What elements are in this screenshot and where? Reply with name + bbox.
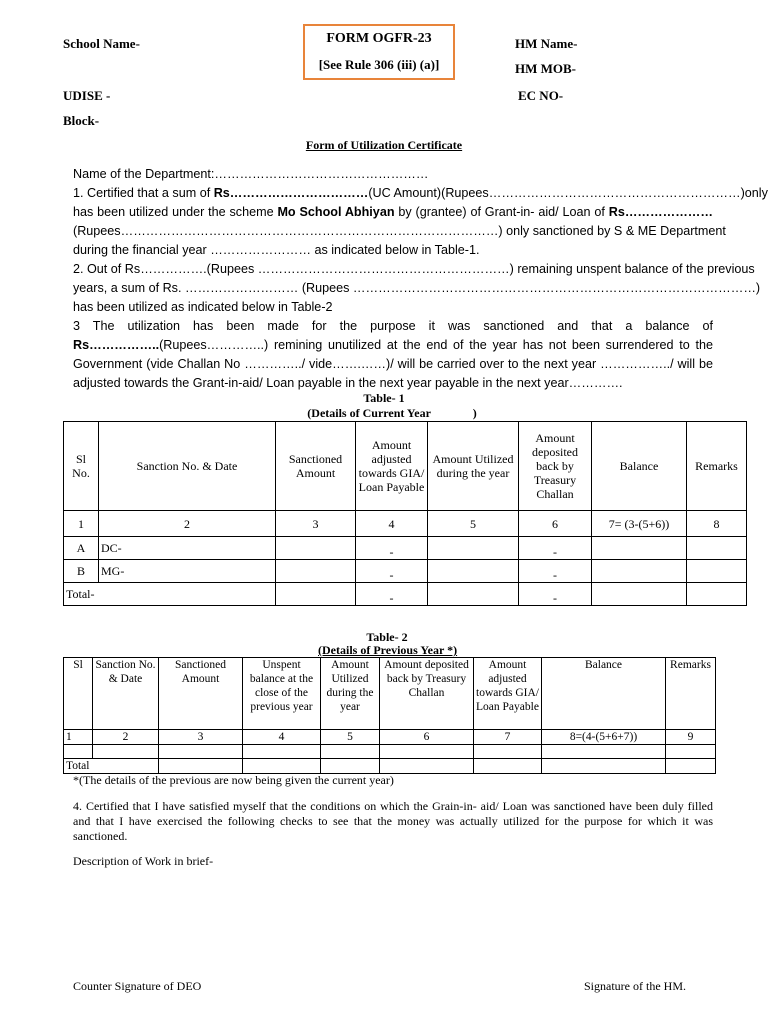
table-header-cell: Amount adjusted towards GIA/ Loan Payable (356, 422, 428, 511)
table-cell: 2 (93, 730, 159, 745)
table2-footnote: *(The details of the previous are now being given the current year) (73, 773, 394, 787)
table-cell[interactable] (93, 745, 159, 759)
table-cell: 7 (474, 730, 542, 745)
para3-line4: adjusted towards the Grant-in-aid/ Loan payable in the next year payable in the next year…………. (73, 376, 623, 390)
table-cell: 7= (3-(5+6)) (592, 511, 687, 537)
table-cell: A (64, 537, 99, 560)
para2-line3: has been utilized as indicated below in Table-2 (73, 300, 333, 314)
table-cell: B (64, 560, 99, 583)
table-header-cell: Unspent balance at the close of the previous year (243, 658, 321, 730)
table-cell[interactable] (592, 537, 687, 560)
table2-subtitle: (Details of Previous Year *) (318, 643, 458, 657)
table-number-row (64, 511, 747, 537)
table-cell[interactable] (276, 537, 356, 560)
table-cell[interactable] (428, 583, 519, 606)
table-cell[interactable]: - (356, 560, 428, 583)
table-cell[interactable]: - (519, 583, 592, 606)
table-cell[interactable] (243, 745, 321, 759)
table-cell: 3 (159, 730, 243, 745)
table-cell[interactable] (666, 745, 716, 759)
table-total-label: Total- (64, 583, 276, 606)
table-cell[interactable] (687, 537, 747, 560)
table-cell[interactable] (159, 745, 243, 759)
table-header-cell: Balance (592, 422, 687, 511)
table-row (64, 560, 747, 583)
table-cell: 2 (99, 511, 276, 537)
table-cell[interactable] (592, 583, 687, 606)
udise-label: UDISE - (63, 88, 111, 103)
table-cell[interactable] (321, 745, 380, 759)
hm-name-label: HM Name- (515, 36, 578, 51)
certificate-body (73, 165, 768, 393)
table-cell: 8 (687, 511, 747, 537)
para2-line2: years, a sum of Rs. ……………………… (Rupees ……………………………………………………………………………………) (73, 281, 761, 295)
table-total-row (64, 583, 747, 606)
para3-line1: 3 The utilization has been made for the purpose it was sanctioned and that a balance of (73, 319, 713, 333)
table-row (64, 537, 747, 560)
table-total-row (64, 759, 716, 774)
description-label: Description of Work in brief- (73, 854, 214, 868)
table-header-row (64, 422, 747, 511)
table-cell[interactable] (542, 759, 666, 774)
table-cell: DC- (99, 537, 276, 560)
table-header-cell: Amount deposited back by Treasury Challan (519, 422, 592, 511)
table-cell: 6 (380, 730, 474, 745)
table-cell[interactable] (687, 560, 747, 583)
previous-year-table (63, 657, 716, 774)
hm-signature-label: Signature of the HM. (584, 979, 686, 993)
table-cell[interactable]: - (519, 560, 592, 583)
table-header-cell: Amount adjusted towards GIA/ Loan Payable (474, 658, 542, 730)
table-header-cell: Remarks (666, 658, 716, 730)
block-label: Block- (63, 113, 100, 128)
page-title: Form of Utilization Certificate (305, 138, 463, 152)
current-year-table (63, 421, 747, 606)
table-cell[interactable] (592, 560, 687, 583)
table-cell: 1 (64, 511, 99, 537)
table-header-cell: Sl No. (64, 422, 99, 511)
para1-line4: during the financial year …………………… as indicated below in Table-1. (73, 243, 480, 257)
department-line: Name of the Department:…………………………………………… (73, 167, 429, 181)
table-cell[interactable] (474, 745, 542, 759)
table1-title: Table- 1 (363, 391, 405, 405)
para1-line1: 1. Certified that a sum of Rs……………………………(UC Amount)(Rupees……………………………………………………)only (73, 186, 768, 200)
para1-line3: (Rupees………………………………………………………………………………) only sanctioned by S & ME Department (73, 224, 726, 238)
school-name-label: School Name- (63, 36, 140, 51)
table-cell: 5 (321, 730, 380, 745)
para3-line2: Rs……………..(Rupees…………..) remining unutilized at the end of the year has not been surrendered to the (73, 338, 713, 352)
table-header-cell: Sanctioned Amount (159, 658, 243, 730)
table-number-row (64, 730, 716, 745)
table-cell[interactable] (243, 759, 321, 774)
form-number: FORM OGFR-23 (326, 31, 432, 46)
hm-mob-label: HM MOB- (515, 61, 577, 76)
table-cell: 9 (666, 730, 716, 745)
form-rule: [See Rule 306 (iii) (a)] (318, 57, 440, 72)
table-cell[interactable]: - (356, 537, 428, 560)
table-cell[interactable] (276, 560, 356, 583)
table-header-cell: Amount deposited back by Treasury Challan (380, 658, 474, 730)
table-header-cell: Balance (542, 658, 666, 730)
table-header-cell: Sl (64, 658, 93, 730)
table-header-cell: Amount Utilized during the year (321, 658, 380, 730)
table-header-cell: Amount Utilized during the year (428, 422, 519, 511)
table-cell: 6 (519, 511, 592, 537)
table-cell[interactable] (428, 537, 519, 560)
table-cell: 1 (64, 730, 93, 745)
table-cell[interactable]: - (519, 537, 592, 560)
table-cell[interactable] (687, 583, 747, 606)
ec-no-label: EC NO- (518, 88, 564, 103)
table-cell[interactable] (380, 745, 474, 759)
table-cell: 4 (243, 730, 321, 745)
table-cell[interactable] (321, 759, 380, 774)
para1-line2: has been utilized under the scheme Mo School Abhiyan by (grantee) of Grant-in- aid/ Loan of Rs………………… (73, 205, 713, 219)
table-cell: 3 (276, 511, 356, 537)
certification-para4: 4. Certified that I have satisfied myself that the conditions on which the Grain-in- aid/ Loan was sanctioned have been duly filled and that I have exercised the following checks to see that the money was actually utilized for the purpose for which it was sanctioned. (73, 799, 713, 843)
para2-line1: 2. Out of Rs…………….(Rupees ……………………………………………………) remaining unspent balance of the previous (73, 262, 755, 276)
table-cell[interactable] (666, 759, 716, 774)
table-header-cell: Sanction No. & Date (99, 422, 276, 511)
table-cell[interactable] (428, 560, 519, 583)
table-row (64, 745, 716, 759)
table-cell[interactable] (159, 759, 243, 774)
table-cell[interactable] (474, 759, 542, 774)
table1-subtitle: (Details of Current Year ) (307, 406, 477, 420)
table-cell: 5 (428, 511, 519, 537)
table-cell[interactable] (542, 745, 666, 759)
table2-title: Table- 2 (366, 630, 408, 644)
para3-line3: Government (vide Challan No …………../ vide…….……)/ will be carried over to the next year ……………../ will be (73, 357, 713, 371)
table-header-row (64, 658, 716, 730)
table-cell[interactable]: - (356, 583, 428, 606)
table-cell[interactable] (276, 583, 356, 606)
table-header-cell: Sanctioned Amount (276, 422, 356, 511)
table-cell[interactable] (64, 745, 93, 759)
table-cell[interactable] (380, 759, 474, 774)
form-number-box (303, 24, 455, 80)
table-cell: 4 (356, 511, 428, 537)
table-header-cell: Sanction No. & Date (93, 658, 159, 730)
deo-signature-label: Counter Signature of DEO (73, 979, 202, 993)
table-total-label: Total (64, 759, 159, 774)
table-cell: 8=(4-(5+6+7)) (542, 730, 666, 745)
table-cell: MG- (99, 560, 276, 583)
table-header-cell: Remarks (687, 422, 747, 511)
